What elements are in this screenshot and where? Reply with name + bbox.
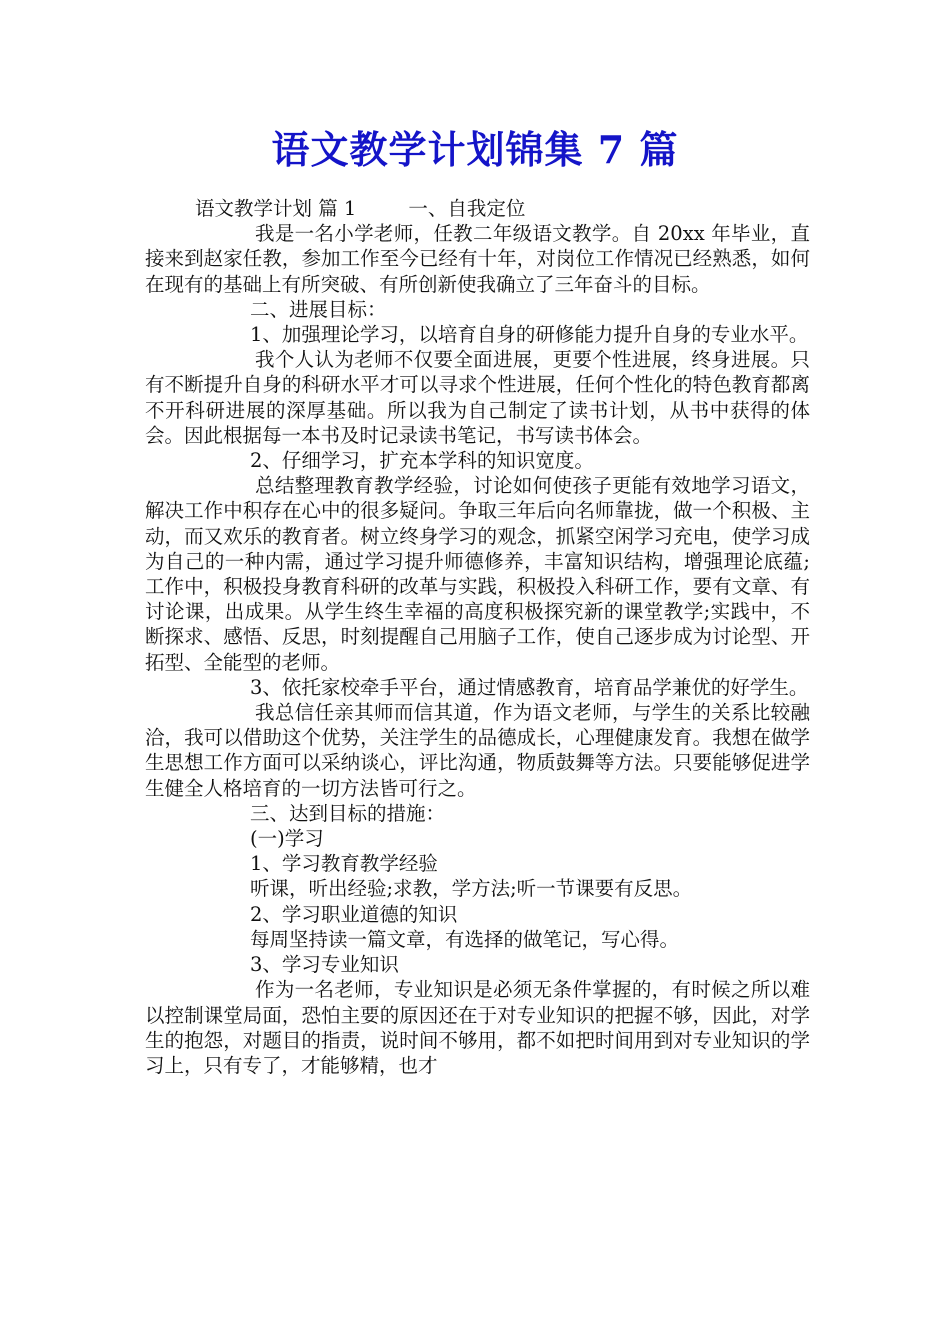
intro-line	[145, 196, 810, 221]
intro-heading: 一、自我定位	[408, 197, 526, 220]
paragraph: 总结整理教育教学经验，讨论如何使孩子更能有效地学习语文，解决工作中积存在心中的很多疑问。争取三年后向名师靠拢，做一个积极、主动，而又欢乐的教育者。树立终身学习的观念，抓紧空闲学习充电，使学习成为自己的一种内需，通过学习提升师德修养，丰富知识结构，增强理论底蕴;工作中，积极投身教育科研的改革与实践，积极投入科研工作，要有文章、有讨论课，出成果。从学生终生幸福的高度积极探究新的课堂教学;实践中，不断探求、感悟、反思，时刻提醒自己用脑子工作，使自己逐步成为讨论型、开拓型、全能型的老师。	[145, 474, 810, 674]
intro-label: 语文教学计划 篇 1	[195, 197, 357, 220]
document-body	[145, 196, 810, 1078]
numbered-item: 2、学习职业道德的知识	[250, 902, 458, 926]
numbered-item: 3、学习专业知识	[250, 953, 399, 977]
paragraph: 我是一名小学老师，任教二年级语文教学。自 20xx 年毕业，直接来到赵家任教，参加工作至今已经有十年，对岗位工作情况已经熟悉，如何在现有的基础上有所突破、有所创新使我确立了三年奋斗的目标。	[145, 222, 810, 296]
document-title: 语文教学计划锦集 7 篇	[271, 127, 679, 172]
numbered-item: 2、仔细学习，扩充本学科的知识宽度。	[250, 449, 594, 473]
numbered-item: 1、加强理论学习，以培育自身的研修能力提升自身的专业水平。	[250, 323, 809, 347]
paragraph: 听课，听出经验;求教，学方法;听一节课要有反思。	[250, 877, 693, 901]
paragraph: 作为一名老师，专业知识是必须无条件掌握的，有时候之所以难以控制课堂局面，恐怕主要的原因还在于对专业知识的把握不够，因此，对学生的抱怨，对题目的指责，说时间不够用，都不如把时间用到对专业知识的学习上，只有专了，才能够精，也才	[145, 978, 810, 1077]
section-heading: 三、达到目标的措施：	[250, 801, 446, 825]
paragraph: 我个人认为老师不仅要全面进展，更要个性进展，终身进展。只有不断提升自身的科研水平才可以寻求个性进展，任何个性化的特色教育都离不开科研进展的深厚基础。所以我为自己制定了读书计划，从书中获得的体会。因此根据每一本书及时记录读书笔记，书写读书体会。	[145, 348, 810, 447]
subsection-heading: (一)学习	[250, 827, 324, 851]
numbered-item: 1、学习教育教学经验	[250, 852, 438, 876]
paragraph: 每周坚持读一篇文章，有选择的做笔记，写心得。	[250, 927, 680, 951]
paragraph: 我总信任亲其师而信其道，作为语文老师，与学生的关系比较融洽，我可以借助这个优势，关注学生的品德成长，心理健康发育。我想在做学生思想工作方面可以采纳谈心，评比沟通，物质鼓舞等方法。只要能够促进学生健全人格培育的一切方法皆可行之。	[145, 701, 810, 800]
section-heading: 二、进展目标：	[250, 297, 387, 321]
numbered-item: 3、依托家校牵手平台，通过情感教育，培育品学兼优的好学生。	[250, 675, 809, 699]
